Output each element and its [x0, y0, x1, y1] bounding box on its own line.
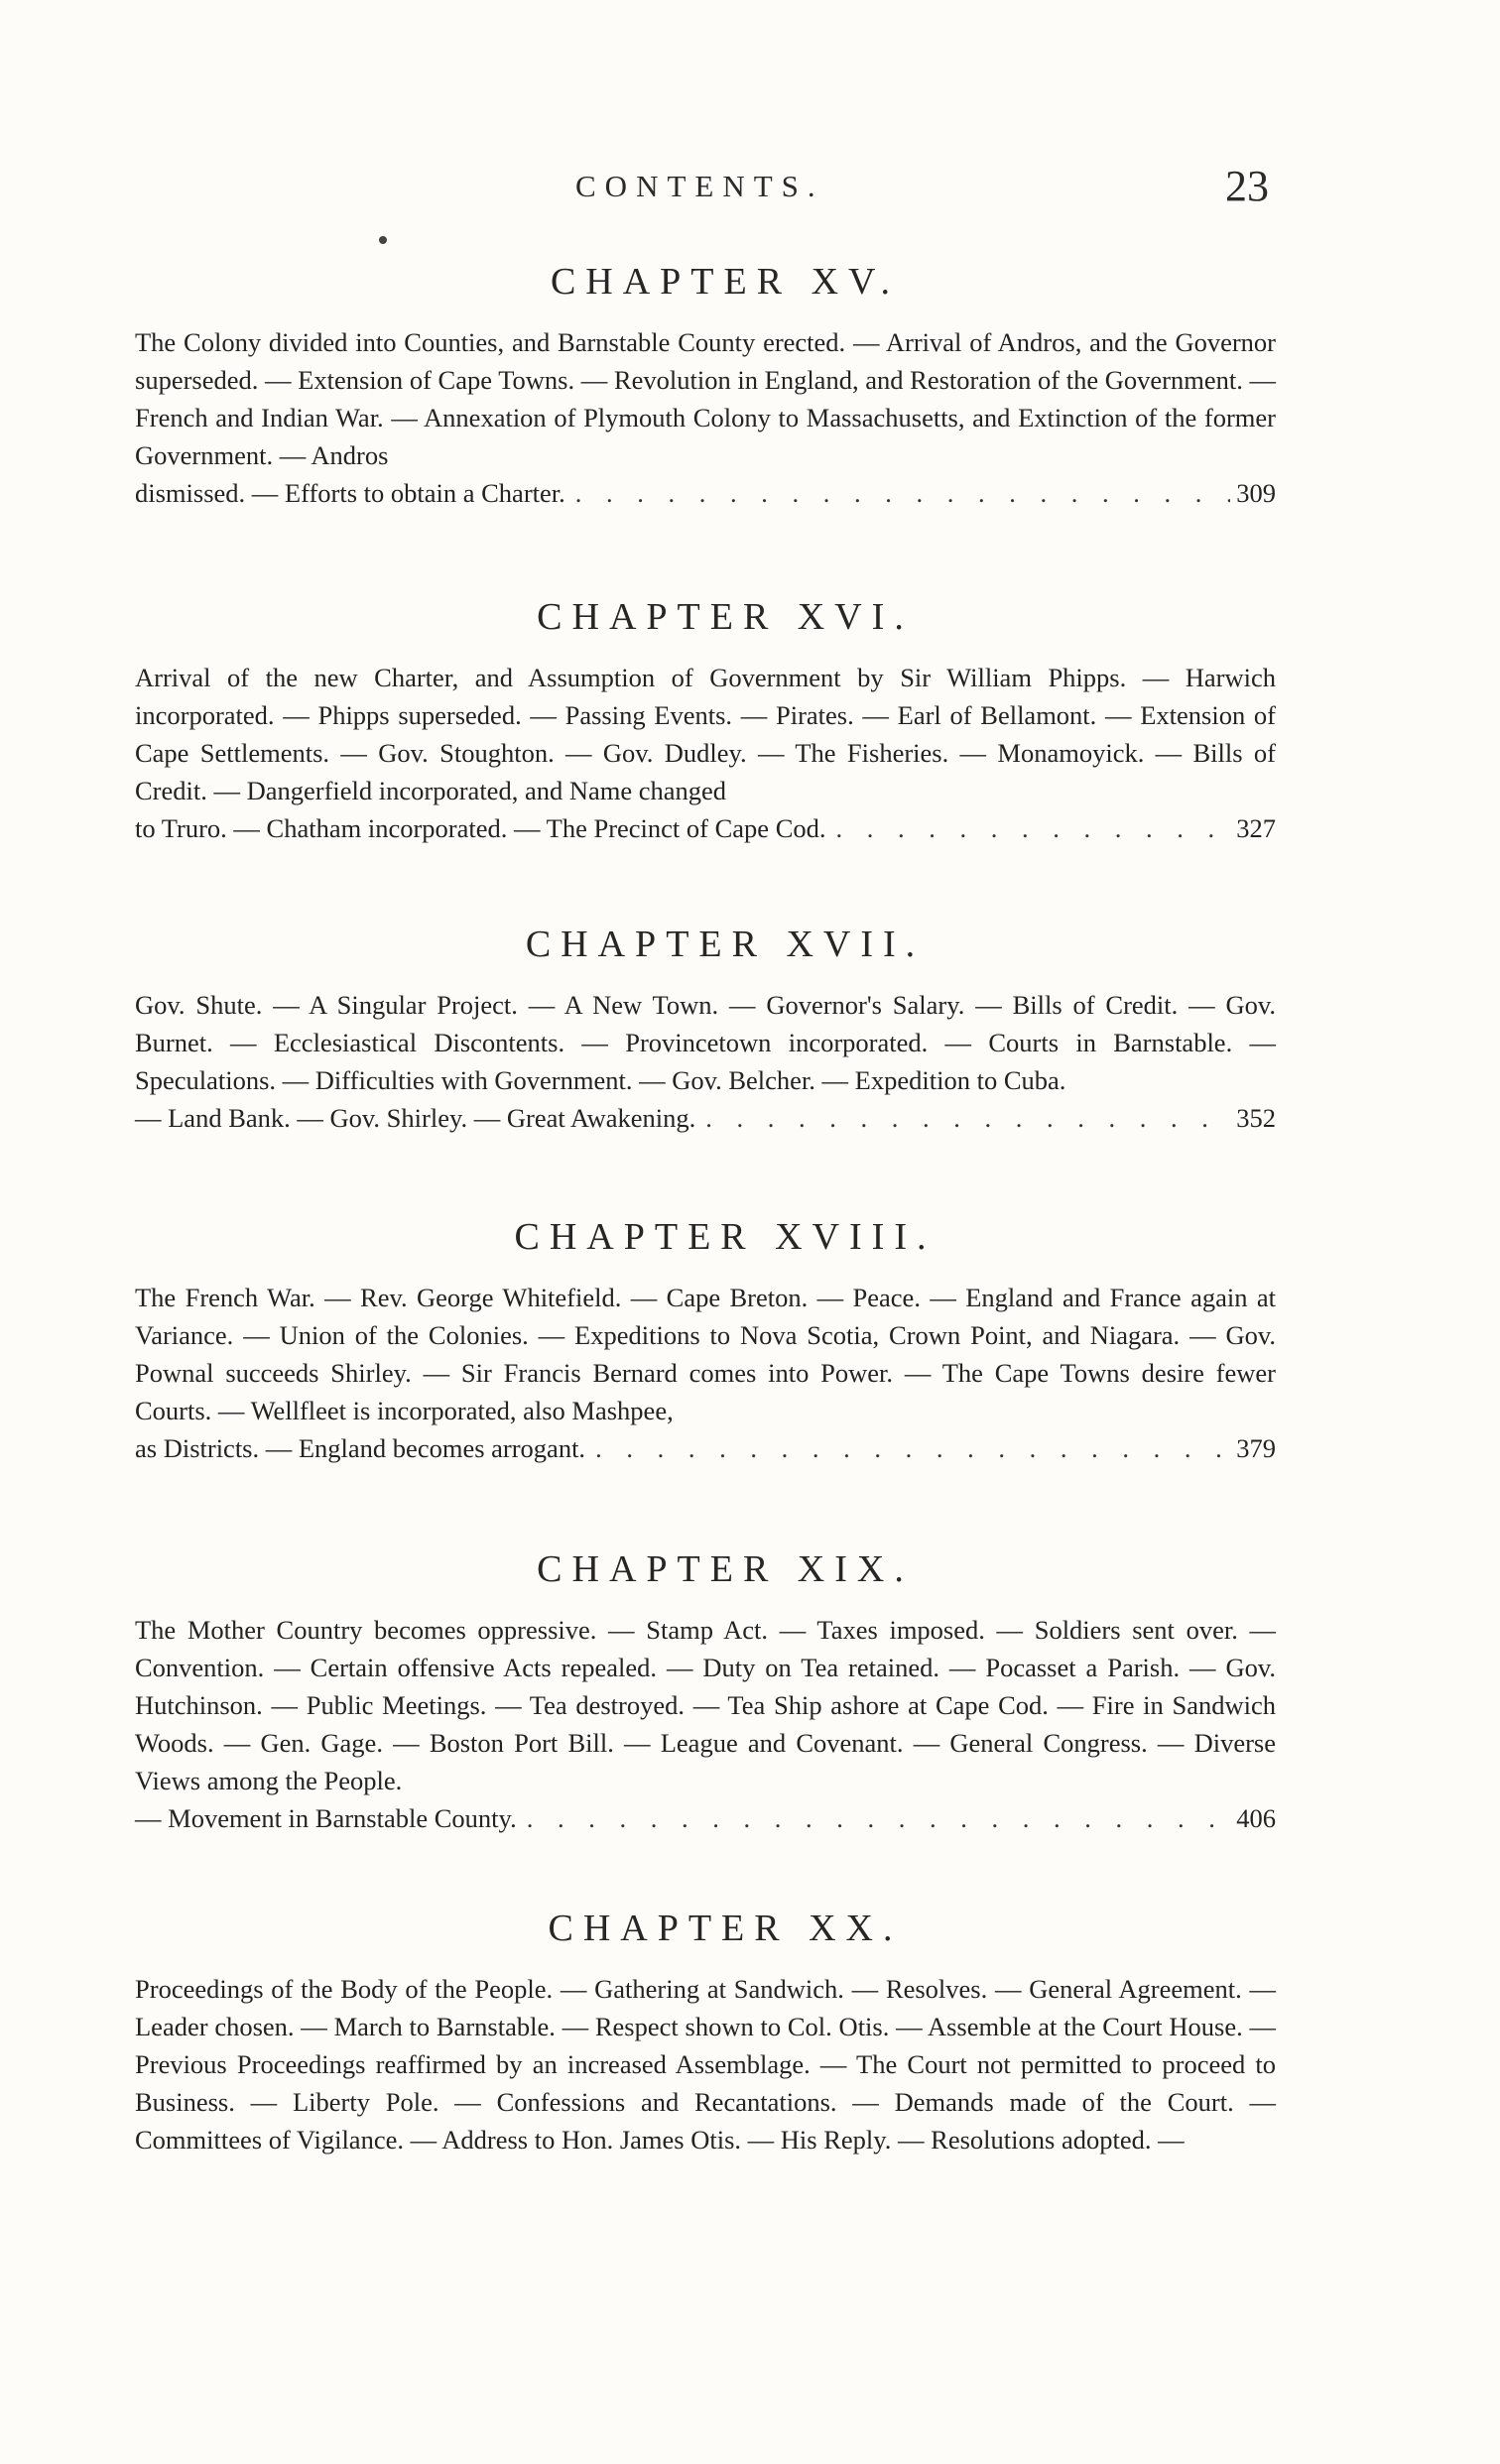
- chapter-page-number: 352: [1236, 1103, 1276, 1133]
- summary-last-text: to Truro. — Chatham incorporated. — The Precinct of Cape Cod.: [135, 813, 826, 843]
- chapter-summary: Arrival of the new Charter, and Assumption of Government by Sir William Phipps. — Harwich incorporated. — Phipps superseded. — Passing Events. — Pirates. — Earl of Bellamont. — Extension of Cape Settlements. — Gov. Stoughton. — Gov. Dudley. — The Fisheries. — Monamoyick. — Bills of Credit. — Dangerfield incorporated, and Name changed: [135, 663, 1276, 805]
- chapter-summary-last-line: [135, 1099, 1276, 1137]
- chapter-title: CHAPTER XVI.: [537, 596, 914, 638]
- chapter-summary-last-line: [135, 474, 1276, 512]
- chapter-summary: Gov. Shute. — A Singular Project. — A New Town. — Governor's Salary. — Bills of Credit. — Gov. Burnet. — Ecclesiastical Discontents. — Provincetown incorporated. — Courts in Barnstable. — Speculations. — Difficulties with Government. — Gov. Belcher. — Expedition to Cuba.: [135, 990, 1276, 1095]
- chapter-page-number: 327: [1236, 813, 1276, 843]
- dot-leaders: [595, 1429, 1230, 1467]
- running-head: CONTENTS.: [575, 169, 824, 203]
- chapter-title: CHAPTER XIX.: [537, 1548, 914, 1590]
- dot-leaders: [527, 1799, 1231, 1837]
- chapter-summary-last-line: [135, 1429, 1276, 1467]
- chapter-summary-last-line: [135, 1799, 1276, 1837]
- chapter-title: CHAPTER XVIII.: [514, 1216, 937, 1258]
- page-number: 23: [1225, 162, 1269, 210]
- summary-last-text: — Movement in Barnstable County.: [135, 1803, 517, 1833]
- chapter-xvii: [135, 923, 1276, 1137]
- chapter-xvi: [135, 595, 1276, 847]
- chapter-xv: [135, 260, 1276, 512]
- chapter-summary: The Colony divided into Counties, and Barnstable County erected. — Arrival of Andros, and the Governor superseded. — Extension of Cape Towns. — Revolution in England, and Restoration of the Government. — French and Indian War. — Annexation of Plymouth Colony to Massachusetts, and Extinction of the former Government. — Andros: [135, 327, 1276, 470]
- chapter-xix: [135, 1547, 1276, 1837]
- chapter-title: CHAPTER XV.: [550, 261, 901, 303]
- chapter-page-number: 406: [1236, 1803, 1276, 1833]
- chapter-page-number: 309: [1236, 478, 1276, 508]
- dot-leaders: [575, 474, 1230, 512]
- chapter-title: CHAPTER XVII.: [525, 924, 926, 965]
- dot-leaders: [705, 1099, 1230, 1137]
- summary-last-text: dismissed. — Efforts to obtain a Charter.: [135, 478, 565, 508]
- chapter-xviii: [135, 1215, 1276, 1467]
- summary-last-text: — Land Bank. — Gov. Shirley. — Great Awakening.: [135, 1103, 696, 1133]
- chapter-summary: The Mother Country becomes oppressive. — Stamp Act. — Taxes imposed. — Soldiers sent over. — Convention. — Certain offensive Acts repealed. — Duty on Tea retained. — Pocasset a Parish. — Gov. Hutchinson. — Public Meetings. — Tea destroyed. — Tea Ship ashore at Cape Cod. — Fire in Sandwich Woods. — Gen. Gage. — Boston Port Bill. — League and Covenant. — General Congress. — Diverse Views among the People.: [135, 1615, 1276, 1795]
- chapter-summary-last-line: [135, 809, 1276, 847]
- dot-leaders: [836, 809, 1231, 847]
- summary-last-text: as Districts. — England becomes arrogant.: [135, 1433, 586, 1463]
- chapter-page-number: 379: [1236, 1433, 1276, 1463]
- chapter-xx: [135, 1907, 1276, 2158]
- chapter-summary: The French War. — Rev. George Whitefield. — Cape Breton. — Peace. — England and France again at Variance. — Union of the Colonies. — Expeditions to Nova Scotia, Crown Point, and Niagara. — Gov. Pownal succeeds Shirley. — Sir Francis Bernard comes into Power. — The Cape Towns desire fewer Courts. — Wellfleet is incorporated, also Mashpee,: [135, 1283, 1276, 1425]
- ornament-mark: [379, 236, 387, 244]
- chapter-summary: Proceedings of the Body of the People. — Gathering at Sandwich. — Resolves. — General Agreement. — Leader chosen. — March to Barnstable. — Respect shown to Col. Otis. — Assemble at the Court House. — Previous Proceedings reaffirmed by an increased Assemblage. — The Court not permitted to proceed to Business. — Liberty Pole. — Confessions and Recantations. — Demands made of the Court. — Committees of Vigilance. — Address to Hon. James Otis. — His Reply. — Resolutions adopted. —: [135, 1974, 1276, 2155]
- chapter-title: CHAPTER XX.: [548, 1908, 903, 1949]
